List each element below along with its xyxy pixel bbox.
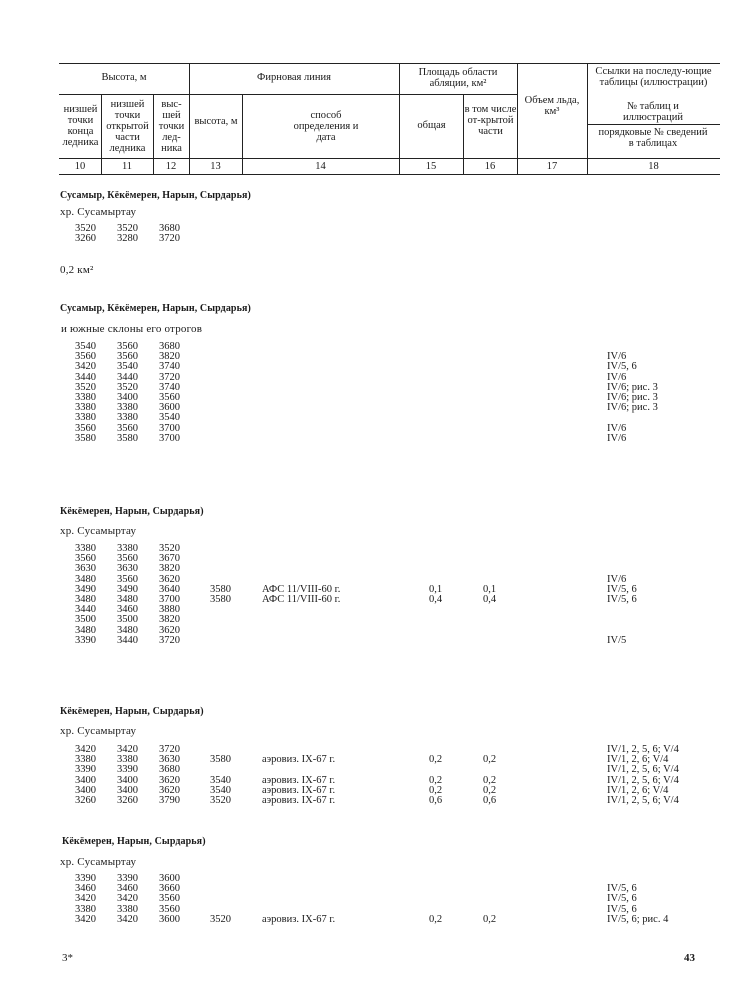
cell-c10: 3380 xyxy=(75,392,96,403)
cell-c12: 3620 xyxy=(159,624,180,636)
cell-c12: 3600 xyxy=(159,402,180,414)
cell-c15: 0,2 xyxy=(429,913,443,925)
cell-c14: аэровиз. IX-67 г. xyxy=(262,774,336,786)
section-subtitle: хр. Сусамыртау xyxy=(60,206,137,218)
section-title: Сусамыр, Кёкёмерен, Нарын, Сырдарья) xyxy=(60,190,251,201)
header-col11: низшей точки открытой части ледника xyxy=(106,99,149,154)
cell-c12: 3740 xyxy=(159,361,180,373)
cell-c14: АФС 11/VIII-60 г. xyxy=(262,594,341,605)
cell-c12: 3720 xyxy=(159,371,180,383)
cell-c13: 3580 xyxy=(210,583,231,595)
header-col10: низшей точки конца ледника xyxy=(62,104,99,148)
col-number: 12 xyxy=(165,161,177,172)
cell-c13: 3520 xyxy=(210,913,231,925)
cell-c18: IV/5, 6 xyxy=(607,361,637,373)
cell-c12: 3720 xyxy=(159,634,180,646)
col-number: 15 xyxy=(425,161,437,172)
cell-c16: 0,2 xyxy=(483,754,497,766)
cell-c12: 3820 xyxy=(159,614,180,626)
cell-c14: АФС 11/VIII-60 г. xyxy=(262,583,341,595)
cell-c11: 3380 xyxy=(117,543,138,554)
cell-c16: 0,1 xyxy=(483,583,497,595)
cell-c12: 3600 xyxy=(159,873,180,884)
cell-c10: 3480 xyxy=(75,594,96,605)
cell-c10: 3440 xyxy=(75,604,96,616)
cell-c12: 3680 xyxy=(159,341,180,352)
cell-c11: 3260 xyxy=(117,795,138,806)
cell-c11: 3380 xyxy=(117,412,138,424)
cell-c12: 3680 xyxy=(159,223,180,234)
cell-c10: 3490 xyxy=(75,583,96,595)
cell-c12: 3720 xyxy=(159,744,180,755)
cell-c16: 0,2 xyxy=(483,784,497,796)
cell-c15: 0,2 xyxy=(429,754,443,766)
cell-c10: 3380 xyxy=(75,754,96,766)
cell-c11: 3440 xyxy=(117,634,138,646)
cell-c11: 3280 xyxy=(117,233,138,245)
section-title: Кёкёмерен, Нарын, Сырдарья) xyxy=(62,836,206,847)
header-refs-group: Ссылки на последу-ющие таблицы (иллюстрации) xyxy=(595,66,712,88)
col-number: 10 xyxy=(74,161,86,172)
cell-c11: 3380 xyxy=(117,754,138,766)
cell-c18: IV/5, 6 xyxy=(607,583,637,595)
cell-c10: 3420 xyxy=(75,361,96,373)
cell-c18: IV/6; рис. 3 xyxy=(607,392,658,403)
cell-c10: 3520 xyxy=(75,223,96,234)
cell-c10: 3480 xyxy=(75,573,96,585)
cell-c12: 3540 xyxy=(159,412,180,424)
cell-c11: 3420 xyxy=(117,744,138,755)
cell-c10: 3260 xyxy=(75,233,96,245)
cell-c10: 3380 xyxy=(75,402,96,414)
header-col12: выс-шей точки лед-ника xyxy=(158,99,185,154)
cell-c18: IV/6 xyxy=(607,422,627,434)
area-group-rule xyxy=(399,94,517,95)
cell-c11: 3560 xyxy=(117,351,138,363)
cell-c16: 0,6 xyxy=(483,795,497,806)
cell-c10: 3390 xyxy=(75,764,96,776)
header-numbers-rule xyxy=(59,158,720,159)
cell-c13: 3520 xyxy=(210,795,231,806)
header-col17: Объем льда, км³ xyxy=(524,95,580,117)
cell-c18: IV/1, 2, 6; V/4 xyxy=(607,754,669,766)
cell-c10: 3440 xyxy=(75,371,96,383)
section-subtitle: хр. Сусамыртау xyxy=(60,856,137,868)
header-col14: способ определения и дата xyxy=(293,110,359,143)
cell-c10: 3390 xyxy=(75,873,96,884)
cell-c18: IV/1, 2, 6; V/4 xyxy=(607,784,669,796)
cell-c10: 3400 xyxy=(75,774,96,786)
cell-c18: IV/5, 6 xyxy=(607,883,637,895)
cell-c10: 3380 xyxy=(75,903,96,915)
cell-c18: IV/5, 6 xyxy=(607,893,637,905)
cell-c15: 0,1 xyxy=(429,583,443,595)
cell-c11: 3390 xyxy=(117,873,138,884)
cell-c11: 3380 xyxy=(117,903,138,915)
cell-c10: 3390 xyxy=(75,634,96,646)
cell-c12: 3660 xyxy=(159,883,180,895)
page-number: 43 xyxy=(684,952,695,964)
cell-c10: 3380 xyxy=(75,412,96,424)
section-subtitle: хр. Сусамыртау xyxy=(60,725,137,737)
cell-c11: 3490 xyxy=(117,583,138,595)
cell-c12: 3670 xyxy=(159,553,180,565)
cell-c11: 3460 xyxy=(117,883,138,895)
cell-c14: аэровиз. IX-67 г. xyxy=(262,754,336,766)
cell-c15: 0,6 xyxy=(429,795,443,806)
col-number: 17 xyxy=(546,161,558,172)
cell-c11: 3560 xyxy=(117,573,138,585)
cell-c12: 3700 xyxy=(159,422,180,434)
cell-c12: 3620 xyxy=(159,573,180,585)
section-subtitle: хр. Сусамыртау xyxy=(60,525,137,537)
cell-c11: 3420 xyxy=(117,913,138,925)
cell-c12: 3640 xyxy=(159,583,180,595)
cell-c11: 3520 xyxy=(117,223,138,234)
cell-c10: 3560 xyxy=(75,351,96,363)
cell-c18: IV/5, 6 xyxy=(607,903,637,915)
cell-c11: 3500 xyxy=(117,614,138,626)
cell-c12: 3700 xyxy=(159,432,180,444)
cell-c10: 3500 xyxy=(75,614,96,626)
cell-c11: 3520 xyxy=(117,381,138,393)
col-number: 11 xyxy=(121,161,133,172)
header-height-group: Высота, м xyxy=(101,72,147,83)
cell-c16: 0,2 xyxy=(483,913,497,925)
cell-c15: 0,2 xyxy=(429,774,443,786)
cell-c12: 3720 xyxy=(159,233,180,245)
cell-c10: 3520 xyxy=(75,381,96,393)
cell-c11: 3560 xyxy=(117,553,138,565)
cell-c18: IV/5, 6 xyxy=(607,594,637,605)
cell-c11: 3390 xyxy=(117,764,138,776)
cell-c11: 3420 xyxy=(117,893,138,905)
cell-c12: 3790 xyxy=(159,795,180,806)
cell-c11: 3460 xyxy=(117,604,138,616)
cell-c12: 3560 xyxy=(159,903,180,915)
cell-c12: 3560 xyxy=(159,392,180,403)
header-bottom-rule xyxy=(59,174,720,175)
cell-c13: 3580 xyxy=(210,594,231,605)
header-col15: общая xyxy=(417,120,446,131)
cell-c11: 3480 xyxy=(117,624,138,636)
col-number: 14 xyxy=(315,161,326,172)
section-note: 0,2 км² xyxy=(60,264,94,276)
cell-c18: IV/6 xyxy=(607,351,627,363)
cell-c12: 3560 xyxy=(159,893,180,905)
cell-c18: IV/6 xyxy=(607,573,627,585)
cell-c10: 3420 xyxy=(75,744,96,755)
cell-c10: 3560 xyxy=(75,553,96,565)
cell-c12: 3620 xyxy=(159,774,180,786)
cell-c12: 3520 xyxy=(159,543,180,554)
col-number: 16 xyxy=(484,161,496,172)
cell-c12: 3820 xyxy=(159,563,180,575)
header-col13: высота, м xyxy=(194,116,238,127)
signature-mark: 3* xyxy=(62,952,73,964)
cell-c15: 0,4 xyxy=(429,594,443,605)
cell-c14: аэровиз. IX-67 г. xyxy=(262,913,336,925)
cell-c18: IV/6 xyxy=(607,371,627,383)
cell-c11: 3400 xyxy=(117,784,138,796)
cell-c12: 3740 xyxy=(159,381,180,393)
section-title: Сусамыр, Кёкёмерен, Нарын, Сырдарья) xyxy=(60,303,251,314)
cell-c10: 3380 xyxy=(75,543,96,554)
cell-c15: 0,2 xyxy=(429,784,443,796)
cell-c12: 3880 xyxy=(159,604,180,616)
cell-c11: 3630 xyxy=(117,563,138,575)
cell-c11: 3400 xyxy=(117,392,138,403)
col-number: 18 xyxy=(648,161,659,172)
cell-c18: IV/1, 2, 5, 6; V/4 xyxy=(607,744,679,755)
cell-c11: 3480 xyxy=(117,594,138,605)
cell-c14: аэровиз. IX-67 г. xyxy=(262,784,336,796)
cell-c10: 3420 xyxy=(75,913,96,925)
header-col18a: № таблиц и иллюстраций xyxy=(622,101,684,123)
cell-c12: 3630 xyxy=(159,754,180,766)
cell-c14: аэровиз. IX-67 г. xyxy=(262,795,336,806)
col-divider xyxy=(399,63,400,174)
cell-c18: IV/6 xyxy=(607,432,627,444)
header-firn-group: Фирновая линия xyxy=(257,72,331,83)
cell-c10: 3580 xyxy=(75,432,96,444)
cell-c12: 3620 xyxy=(159,784,180,796)
cell-c12: 3600 xyxy=(159,913,180,925)
cell-c18: IV/6; рис. 3 xyxy=(607,402,658,414)
cell-c13: 3540 xyxy=(210,774,231,786)
height-group-rule xyxy=(59,94,189,95)
cell-c11: 3580 xyxy=(117,432,138,444)
cell-c10: 3400 xyxy=(75,784,96,796)
cell-c16: 0,2 xyxy=(483,774,497,786)
cell-c18: IV/5, 6; рис. 4 xyxy=(607,913,669,925)
header-col16: в том числе от-крытой части xyxy=(464,104,517,137)
cell-c11: 3540 xyxy=(117,361,138,373)
header-col18b: порядковые № сведений в таблицах xyxy=(598,127,708,149)
cell-c11: 3380 xyxy=(117,402,138,414)
cell-c10: 3480 xyxy=(75,624,96,636)
cell-c18: IV/6; рис. 3 xyxy=(607,381,658,393)
cell-c18: IV/1, 2, 5, 6; V/4 xyxy=(607,795,679,806)
cell-c16: 0,4 xyxy=(483,594,497,605)
section-title: Кёкёмерен, Нарын, Сырдарья) xyxy=(60,706,204,717)
cell-c13: 3580 xyxy=(210,754,231,766)
cell-c10: 3460 xyxy=(75,883,96,895)
cell-c18: IV/5 xyxy=(607,634,627,646)
cell-c10: 3260 xyxy=(75,795,96,806)
col-number: 13 xyxy=(210,161,221,172)
refs-sub-rule xyxy=(587,124,720,125)
cell-c10: 3540 xyxy=(75,341,96,352)
cell-c10: 3420 xyxy=(75,893,96,905)
cell-c10: 3630 xyxy=(75,563,96,575)
firn-group-rule xyxy=(189,94,399,95)
cell-c11: 3560 xyxy=(117,341,138,352)
col-divider xyxy=(587,63,588,174)
cell-c12: 3680 xyxy=(159,764,180,776)
section-title: Кёкёмерен, Нарын, Сырдарья) xyxy=(60,506,204,517)
cell-c12: 3700 xyxy=(159,594,180,605)
cell-c18: IV/1, 2, 5, 6; V/4 xyxy=(607,764,679,776)
col-divider xyxy=(517,63,518,174)
header-top-rule xyxy=(59,63,720,64)
cell-c11: 3400 xyxy=(117,774,138,786)
section-subtitle: и южные склоны его отрогов xyxy=(61,323,203,335)
cell-c13: 3540 xyxy=(210,784,231,796)
cell-c11: 3560 xyxy=(117,422,138,434)
cell-c10: 3560 xyxy=(75,422,96,434)
cell-c18: IV/1, 2, 5, 6; V/4 xyxy=(607,774,679,786)
header-area-group: Площадь области абляции, км² xyxy=(418,67,498,89)
cell-c11: 3440 xyxy=(117,371,138,383)
cell-c12: 3820 xyxy=(159,351,180,363)
